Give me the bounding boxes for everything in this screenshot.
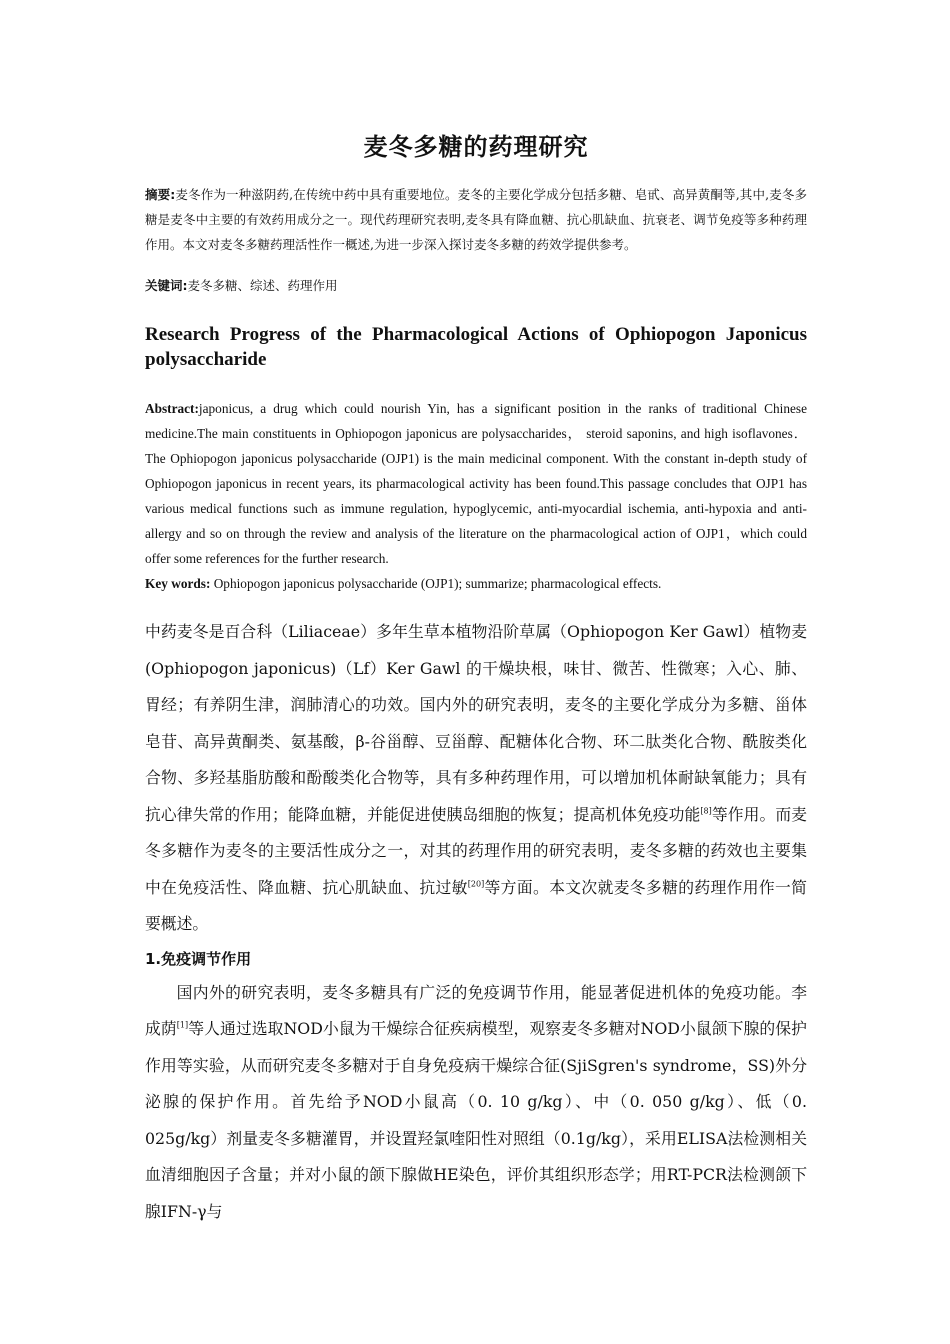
keywords-en bbox=[145, 571, 807, 596]
abstract-cn bbox=[145, 182, 807, 257]
keywords-en-label: Key words: bbox=[145, 576, 211, 591]
abstract-cn-text: 麦冬作为一种滋阴药,在传统中药中具有重要地位。麦冬的主要化学成分包括多糖、皂甙、高异黄酮等,其中,麦冬多糖是麦冬中主要的有效药用成分之一。现代药理研究表明,麦冬具有降血糖、抗心肌缺血、抗衰老、调节免疫等多种药理作用。本文对麦冬多糖药理活性作一概述,为进一步深入探讨麦冬多糖的药效学提供参考。 bbox=[145, 187, 807, 252]
section1-paragraph bbox=[145, 975, 807, 1231]
keywords-cn bbox=[145, 273, 807, 298]
abstract-en-label: Abstract: bbox=[145, 401, 199, 416]
keywords-cn-text: 麦冬多糖、综述、药理作用 bbox=[187, 278, 338, 293]
citation-ref: [8] bbox=[700, 806, 712, 816]
section-heading-1: 1.免疫调节作用 bbox=[145, 949, 252, 968]
paper-title: 麦冬多糖的药理研究 bbox=[363, 133, 589, 161]
english-title: Research Progress of the Pharmacological Actions of Ophiopogon Japonicus polysaccharide bbox=[145, 324, 807, 370]
keywords-en-text: Ophiopogon japonicus polysaccharide (OJP1); summarize; pharmacological effects. bbox=[213, 576, 662, 591]
intro-text-1: 中药麦冬是百合科（Liliaceae）多年生草本植物沿阶草属（Ophiopogon Ker Gawl）植物麦(Ophiopogon japonicus)（Lf）Ker Gawl 的干燥块根，味甘、微苦、性微寒；入心、肺、胃经；有养阴生津，润肺清心的功效。国内外的研究表明，麦冬的主要化学成分为多糖、甾体皂苷、高异黄酮类、氨基酸，β-谷甾醇、豆甾醇、配糖体化合物、环二肽类化合物、酰胺类化合物、多羟基脂肪酸和酚酸类化合物等，具有多种药理作用，可以增加机体耐缺氧能力；具有抗心律失常的作用；能降血糖，并能促进使胰岛细胞的恢复；提高机体免疫功能 bbox=[145, 622, 807, 824]
abstract-cn-label: 摘要: bbox=[145, 187, 176, 202]
intro-text-2: 等作用。而麦冬多糖作为麦冬的主要活性成分之一，对其的药理作用的研究表明，麦冬多糖的药效也主要集中在免疫活性、降血糖、抗心肌缺血、抗过敏 bbox=[145, 804, 807, 897]
paper-page bbox=[145, 130, 807, 1230]
intro-paragraph bbox=[145, 614, 807, 943]
section1-text-1: 国内外的研究表明，麦冬多糖具有广泛的免疫调节作用，能显著促进机体的免疫功能。李成荫 bbox=[145, 982, 807, 1038]
abstract-en bbox=[145, 396, 807, 571]
citation-ref: [20] bbox=[467, 879, 485, 889]
abstract-en-text: japonicus, a drug which could nourish Yin, has a significant position in the ranks of traditional Chinese medicine.The main constituents in Ophiopogon japonicus are polysaccharides， steroid saponins, and high isoflavones． The Ophiopogon japonicus polysaccharide (OJP1) is the main medicinal component. With the constant in-depth study of Ophiopogon japonicus in recent years, its pharmacological activity has been found.This passage concludes that OJP1 has various medical functions such as immune regulation, hypoglycemic, anti-myocardial ischemia, anti-hypoxia and anti-allergy and so on through the review and analysis of the literature on the pharmacological action of OJP1，which could offer some references for the further research. bbox=[145, 401, 807, 566]
citation-ref: [1] bbox=[176, 1020, 189, 1030]
intro-text-3: 等方面。本文次就麦冬多糖的药理作用作一简要概述。 bbox=[145, 877, 807, 933]
section1-text-2: 等人通过选取NOD小鼠为干燥综合征疾病模型，观察麦冬多糖对NOD小鼠颌下腺的保护作用等实验，从而研究麦冬多糖对于自身免疫病干燥综合征(SjiSgren's syndrome，SS)外分泌腺的保护作用。首先给予NOD小鼠高（0. 10 g/kg）、中（0. 050 g/kg）、低（0. 025g/kg）剂量麦冬多糖灌胃，并设置羟氯喹阳性对照组（0.1g/kg），采用ELISA法检测相关血清细胞因子含量；并对小鼠的颌下腺做HE染色，评价其组织形态学；用RT-PCR法检测颌下腺IFN-γ与 bbox=[145, 1019, 807, 1221]
keywords-cn-label: 关键词: bbox=[145, 278, 188, 293]
